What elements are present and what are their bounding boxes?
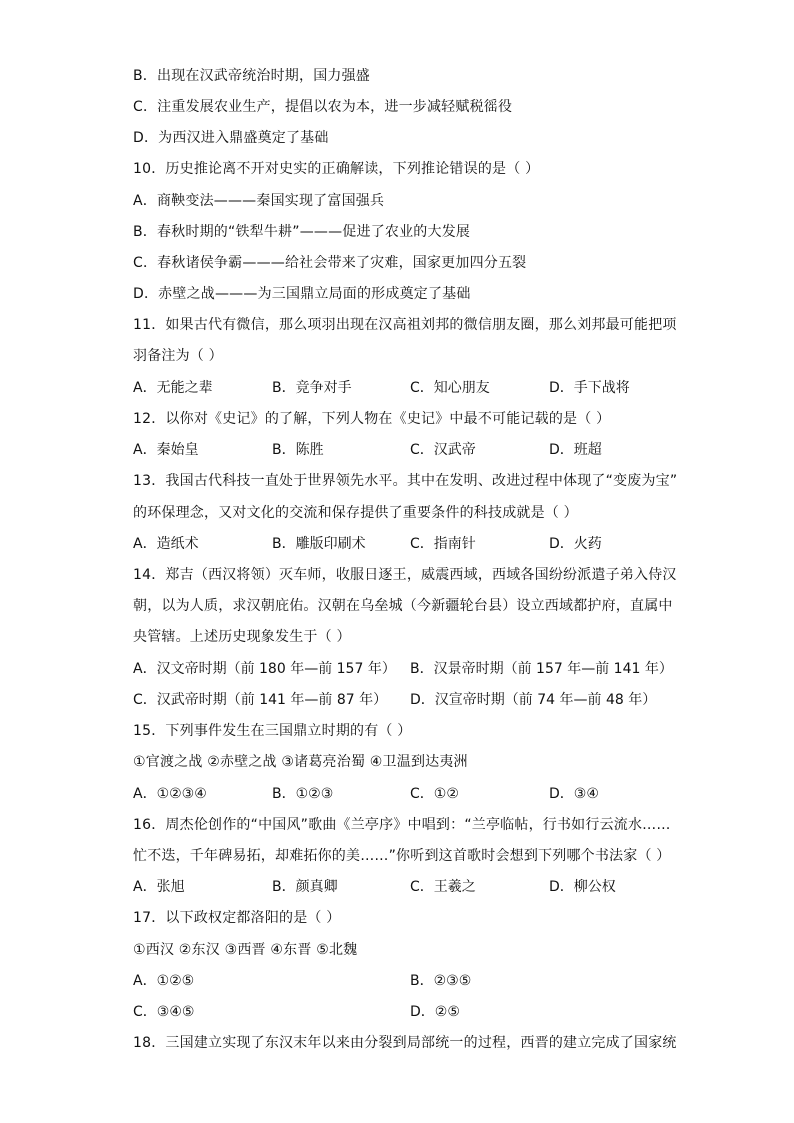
q16-stem-line2: 忙不迭，千年碑易拓，却难拓你的美……”你听到这首歌时会想到下列哪个书法家（ ） xyxy=(133,848,671,864)
q14-stem-line1: 14．郑吉（西汉将领）灭车师，收服日逐王，威震西域，西域各国纷纷派遣子弟入侍汉 xyxy=(133,567,677,583)
q11-stem-line2: 羽备注为（ ） xyxy=(133,348,223,364)
q15-items: ①官渡之战 ②赤壁之战 ③诸葛亮治蜀 ④卫温到达夷洲 xyxy=(133,754,468,770)
q12-option-c: C．汉武帝 xyxy=(410,442,476,458)
q12-option-d: D．班超 xyxy=(549,442,602,458)
q12-option-b: B．陈胜 xyxy=(272,442,324,458)
q17-option-c: C．③④⑤ xyxy=(133,1004,195,1020)
q10-option-a: A．商鞅变法———秦国实现了富国强兵 xyxy=(133,193,385,209)
q15-stem: 15．下列事件发生在三国鼎立时期的有（ ） xyxy=(133,723,412,739)
q14-options-row1 xyxy=(133,659,673,679)
q12-option-a: A．秦始皇 xyxy=(133,442,199,458)
q13-option-d: D．火药 xyxy=(549,536,602,552)
q15-option-c: C．①② xyxy=(410,786,459,802)
q14-options-row2 xyxy=(133,690,663,710)
q11-stem-line1: 11．如果古代有微信，那么项羽出现在汉高祖刘邦的微信朋友圈，那么刘邦最可能把项 xyxy=(133,317,677,333)
q16-option-b: B．颜真卿 xyxy=(272,879,338,895)
q15-options xyxy=(133,784,663,804)
q17-option-a: A．①②⑤ xyxy=(133,973,195,989)
q11-option-b: B．竞争对手 xyxy=(272,380,352,396)
q17-option-d: D．②⑤ xyxy=(410,1004,460,1020)
q17-stem: 17．以下政权定都洛阳的是（ ） xyxy=(133,910,341,926)
q16-stem-line1: 16．周杰伦创作的“中国风”歌曲《兰亭序》中唱到：“兰亭临帖，行书如行云流水…… xyxy=(133,817,671,833)
q17-options-row1 xyxy=(133,971,663,991)
q13-option-c: C．指南针 xyxy=(410,536,476,552)
q11-options xyxy=(133,378,663,398)
q16-option-d: D．柳公权 xyxy=(549,879,616,895)
q9-option-d: D．为西汉进入鼎盛奠定了基础 xyxy=(133,130,329,146)
q13-stem-line2: 的环保理念，又对文化的交流和保存提供了重要条件的科技成就是（ ） xyxy=(133,505,578,521)
q14-option-c: C．汉武帝时期（前 141 年—前 87 年） xyxy=(133,692,388,708)
q13-options xyxy=(133,534,663,554)
q16-options xyxy=(133,877,663,897)
q14-stem-line2: 朝，以为人质，求汉朝庇佑。汉朝在乌垒城（今新疆轮台县）设立西域都护府，直属中 xyxy=(133,598,673,614)
q10-option-b: B．春秋时期的“铁犁牛耕”———促进了农业的大发展 xyxy=(133,224,471,240)
q18-stem-line1: 18．三国建立实现了东汉末年以来由分裂到局部统一的过程，西晋的建立完成了国家统 xyxy=(133,1035,677,1051)
q14-option-b: B．汉景帝时期（前 157 年—前 141 年） xyxy=(410,661,673,677)
q15-option-d: D．③④ xyxy=(549,786,599,802)
q17-option-b: B．②③⑤ xyxy=(410,973,472,989)
q11-option-d: D．手下战将 xyxy=(549,380,630,396)
q15-option-a: A．①②③④ xyxy=(133,786,207,802)
q13-option-a: A．造纸术 xyxy=(133,536,199,552)
q9-option-b: B．出现在汉武帝统治时期，国力强盛 xyxy=(133,68,371,84)
q17-items: ①西汉 ②东汉 ③西晋 ④东晋 ⑤北魏 xyxy=(133,942,358,958)
q10-option-c: C．春秋诸侯争霸———给社会带来了灾难，国家更加四分五裂 xyxy=(133,255,527,271)
q11-option-c: C．知心朋友 xyxy=(410,380,490,396)
q14-option-a: A．汉文帝时期（前 180 年—前 157 年） xyxy=(133,661,396,677)
q12-stem: 12．以你对《史记》的了解，下列人物在《史记》中最不可能记载的是（ ） xyxy=(133,411,611,427)
q13-stem-line1: 13．我国古代科技一直处于世界领先水平。其中在发明、改进过程中体现了“变废为宝” xyxy=(133,473,678,489)
q16-option-a: A．张旭 xyxy=(133,879,185,895)
q17-options-row2 xyxy=(133,1002,663,1022)
q10-option-d: D．赤壁之战———为三国鼎立局面的形成奠定了基础 xyxy=(133,286,471,302)
q14-option-d: D．汉宣帝时期（前 74 年—前 48 年） xyxy=(410,692,657,708)
q13-option-b: B．雕版印刷术 xyxy=(272,536,366,552)
q12-options xyxy=(133,440,663,460)
q9-option-c: C．注重发展农业生产，提倡以农为本，进一步减轻赋税徭役 xyxy=(133,99,513,115)
q10-stem: 10．历史推论离不开对史实的正确解读，下列推论错误的是（ ） xyxy=(133,161,540,177)
q14-stem-line3: 央管辖。上述历史现象发生于（ ） xyxy=(133,629,351,645)
q11-option-a: A．无能之辈 xyxy=(133,380,213,396)
q16-option-c: C．王羲之 xyxy=(410,879,476,895)
q15-option-b: B．①②③ xyxy=(272,786,334,802)
